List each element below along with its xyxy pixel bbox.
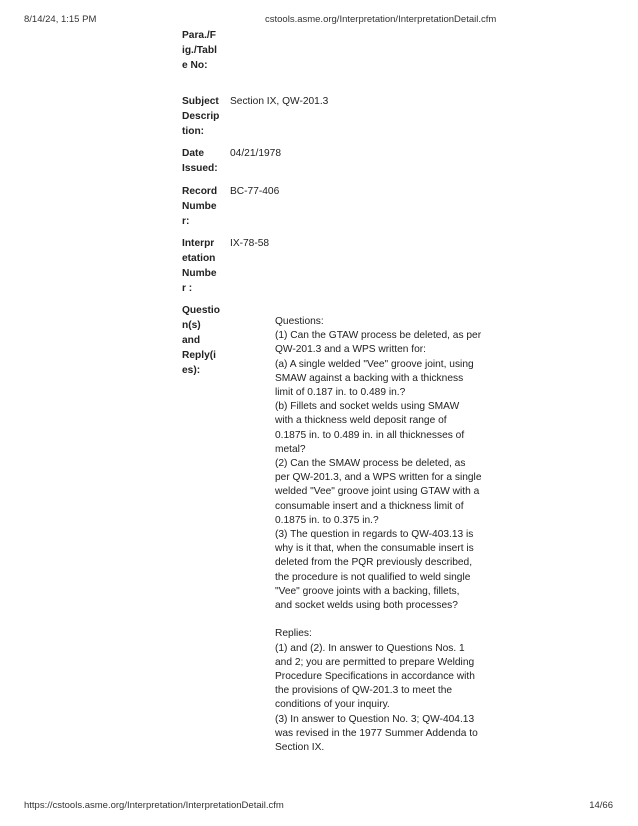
question-line: QW-201.3 and a WPS written for: xyxy=(275,344,426,356)
question-line: why is it that, when the consumable insert is xyxy=(275,543,474,555)
label-line: r: xyxy=(182,216,190,227)
question-line: and socket welds using both processes? xyxy=(275,600,458,612)
question-line: with a thickness weld deposit range of xyxy=(275,415,447,427)
question-line: "Vee" groove joints with a backing, fillets, xyxy=(275,585,460,597)
question-line: limit of 0.187 in. to 0.489 in.? xyxy=(275,387,406,399)
label-line: es): xyxy=(182,365,201,376)
label-line: e No: xyxy=(182,60,208,71)
date-issued-value: 04/21/1978 xyxy=(230,148,281,159)
label-line: etation xyxy=(182,253,216,264)
label-line: tion: xyxy=(182,126,205,137)
reply-line: Procedure Specifications in accordance with xyxy=(275,671,475,683)
label-line: Issued: xyxy=(182,163,218,174)
label-line: n(s) xyxy=(182,320,201,331)
label-line: and xyxy=(182,335,201,346)
question-line: consumable insert and a thickness limit of xyxy=(275,500,464,512)
label-line: Interpr xyxy=(182,238,215,249)
reply-line: and 2; you are permitted to prepare Welding xyxy=(275,656,475,668)
interpretation-number-label xyxy=(182,236,222,296)
label-line: Descrip xyxy=(182,111,220,122)
label-line: Numbe xyxy=(182,201,217,212)
question-line: (1) Can the GTAW process be deleted, as per xyxy=(275,330,482,342)
question-line: (3) The question in regards to QW-403.13 is xyxy=(275,529,474,541)
question-line: (b) Fillets and socket welds using SMAW xyxy=(275,401,460,413)
interpretation-number-value: IX-78-58 xyxy=(230,238,270,249)
label-line: r : xyxy=(182,283,193,294)
subject-value: Section IX, QW-201.3 xyxy=(230,96,329,107)
reply-line: conditions of your inquiry. xyxy=(275,699,390,711)
label-line: Reply(i xyxy=(182,350,216,361)
question-line: (2) Can the SMAW process be deleted, as xyxy=(275,458,466,470)
label-line: Date xyxy=(182,148,205,159)
question-line: 0.1875 in. to 0.375 in.? xyxy=(275,514,379,526)
label-line: Record xyxy=(182,186,218,197)
page-number: 14/66 xyxy=(589,800,613,811)
label-line: ig./Tabl xyxy=(182,45,217,56)
label-line: Para./F xyxy=(182,30,216,41)
question-line: 0.1875 in. to 0.489 in. in all thicknesses of xyxy=(275,429,465,441)
reply-line: Replies: xyxy=(275,628,312,640)
questions-replies-text xyxy=(275,315,482,755)
record-number-value: BC-77-406 xyxy=(230,186,280,197)
print-datetime: 8/14/24, 1:15 PM xyxy=(24,14,97,25)
questions-replies-label xyxy=(182,303,222,378)
page-url-header: cstools.asme.org/Interpretation/InterpretationDetail.cfm xyxy=(265,14,497,25)
para-fig-table-label xyxy=(182,28,222,73)
reply-line: Section IX. xyxy=(275,742,325,754)
reply-line: was revised in the 1977 Summer Addenda to xyxy=(275,727,478,739)
question-line: welded "Vee" groove joint using GTAW with a xyxy=(275,486,480,498)
question-line: Questions: xyxy=(275,316,324,327)
label-line: Questio xyxy=(182,305,220,316)
page-url-footer: https://cstools.asme.org/Interpretation/InterpretationDetail.cfm xyxy=(24,800,284,811)
question-line: per QW-201.3, and a WPS written for a single xyxy=(275,472,482,484)
date-issued-label xyxy=(182,146,222,176)
paragraph-gap xyxy=(275,613,475,627)
record-number-label xyxy=(182,184,222,229)
question-line: deleted from the PQR previously described, xyxy=(275,557,473,569)
question-line: the procedure is not qualified to weld single xyxy=(275,571,471,583)
label-line: Numbe xyxy=(182,268,217,279)
question-line: (a) A single welded "Vee" groove joint, using xyxy=(275,358,474,370)
reply-line: (1) and (2). In answer to Questions Nos. 1 xyxy=(275,642,465,654)
subject-label xyxy=(182,94,222,139)
question-line: metal? xyxy=(275,443,306,455)
reply-line: the provisions of QW-201.3 to meet the xyxy=(275,685,453,697)
label-line: Subject xyxy=(182,96,219,107)
reply-line: (3) In answer to Question No. 3; QW-404.13 xyxy=(275,713,475,725)
question-line: SMAW against a backing with a thickness xyxy=(275,372,464,384)
